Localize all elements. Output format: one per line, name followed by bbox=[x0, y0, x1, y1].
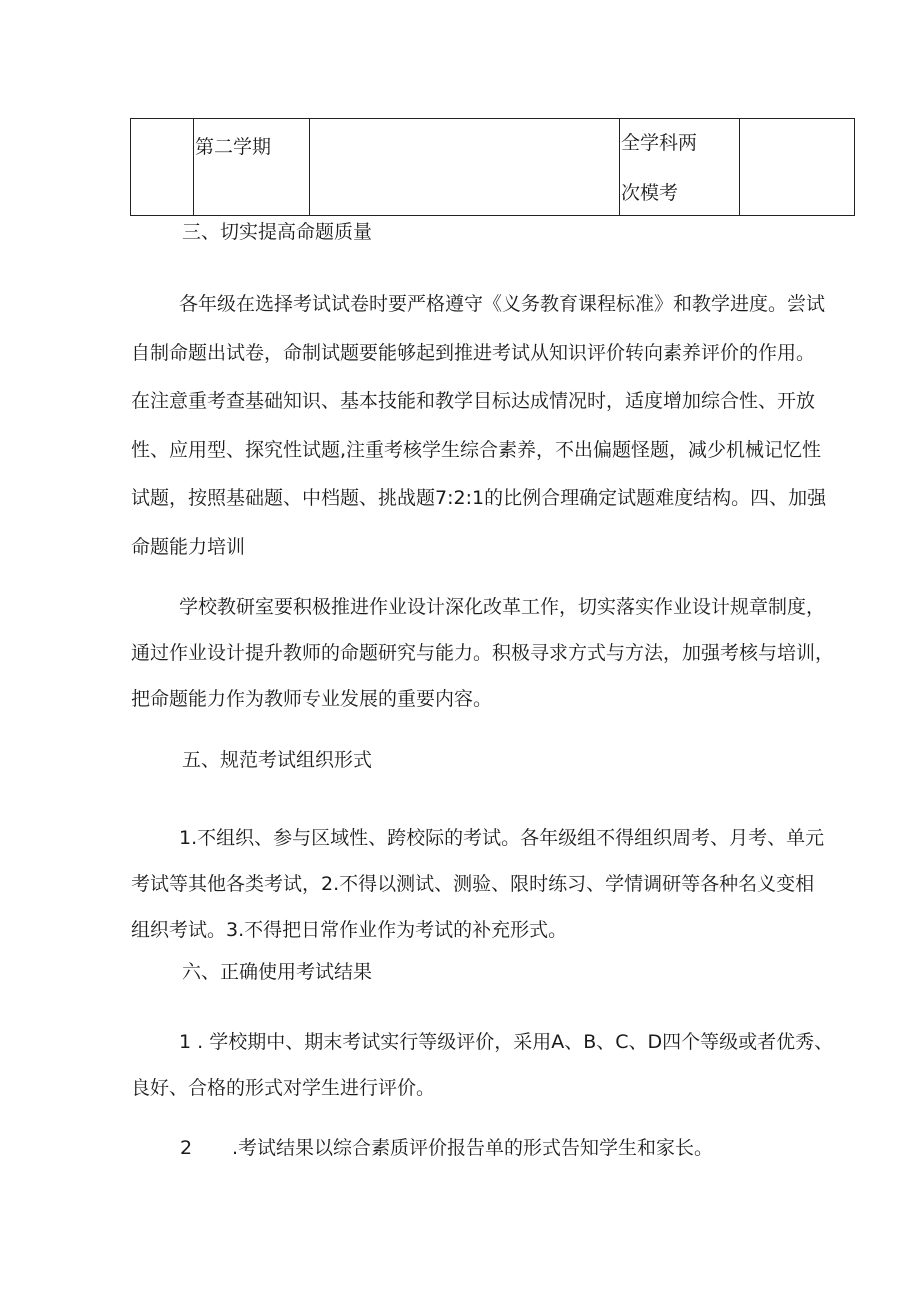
paragraph-line: 把命题能力作为教师专业发展的重要内容。 bbox=[131, 688, 493, 710]
section-6-paragraph bbox=[131, 1019, 861, 1111]
paragraph-line: 性、应用型、探究性试题,注重考核学生综合素养，不出偏题怪题，减少机械记忆性 bbox=[131, 438, 822, 461]
paragraph-line: 各年级在选择考试试卷时要严格遵守《义务教育课程标准》和教学进度。尝试 bbox=[179, 293, 826, 315]
paragraph-line: 学校教研室要积极推进作业设计深化改革工作，切实落实作业设计规章制度， bbox=[179, 596, 826, 618]
paragraph-line: 在注意重考查基础知识、基本技能和教学目标达成情况时，适度增加综合性、开放 bbox=[131, 390, 816, 412]
paragraph-line: 自制命题出试卷，命制试题要能够起到推进考试从知识评价转向素养评价的作用。 bbox=[131, 341, 816, 364]
table-cell-semester: 第二学期 bbox=[195, 136, 272, 158]
schedule-table-fragment bbox=[130, 118, 855, 216]
list-item-2-number: 2 bbox=[180, 1137, 193, 1159]
section-6-heading: 六、正确使用考试结果 bbox=[182, 961, 373, 983]
paragraph-line: 良好、合格的形式对学生进行评价。 bbox=[131, 1077, 436, 1099]
paragraph-line: 通过作业设计提升教师的命题研究与能力。积极寻求方式与方法，加强考核与培训， bbox=[131, 642, 835, 664]
paragraph-line: 试题，按照基础题、中档题、挑战题7:2:1的比例合理确定试题难度结构。四、加强 bbox=[131, 487, 827, 509]
table-cell-note-line2: 次模考 bbox=[621, 182, 679, 204]
table-divider bbox=[193, 119, 194, 215]
paragraph-line: 1.不组织、参与区域性、跨校际的考试。各年级组不得组织周考、月考、单元 bbox=[179, 827, 825, 849]
list-item-2-text: .考试结果以综合素质评价报告单的形式告知学生和家长。 bbox=[232, 1137, 714, 1159]
paragraph-line: 命题能力培训 bbox=[131, 535, 246, 558]
paragraph-line: 组织考试。3.不得把日常作业作为考试的补充形式。 bbox=[131, 919, 568, 941]
section-3-heading: 三、切实提高命题质量 bbox=[182, 221, 373, 243]
section-5-heading: 五、规范考试组织形式 bbox=[182, 749, 373, 771]
table-divider bbox=[309, 119, 310, 215]
paragraph-line: 1 . 学校期中、期末考试实行等级评价，采用A、B、C、D四个等级或者优秀、 bbox=[179, 1031, 834, 1053]
table-divider bbox=[619, 119, 620, 215]
table-divider bbox=[739, 119, 740, 215]
section-5-paragraph bbox=[131, 815, 861, 953]
section-3-paragraph bbox=[131, 280, 861, 571]
paragraph-line: 考试等其他各类考试，2.不得以测试、测验、限时练习、学情调研等各种名义变相 bbox=[131, 873, 815, 895]
section-4-paragraph bbox=[131, 584, 861, 722]
table-cell-note-line1: 全学科两 bbox=[621, 132, 698, 154]
